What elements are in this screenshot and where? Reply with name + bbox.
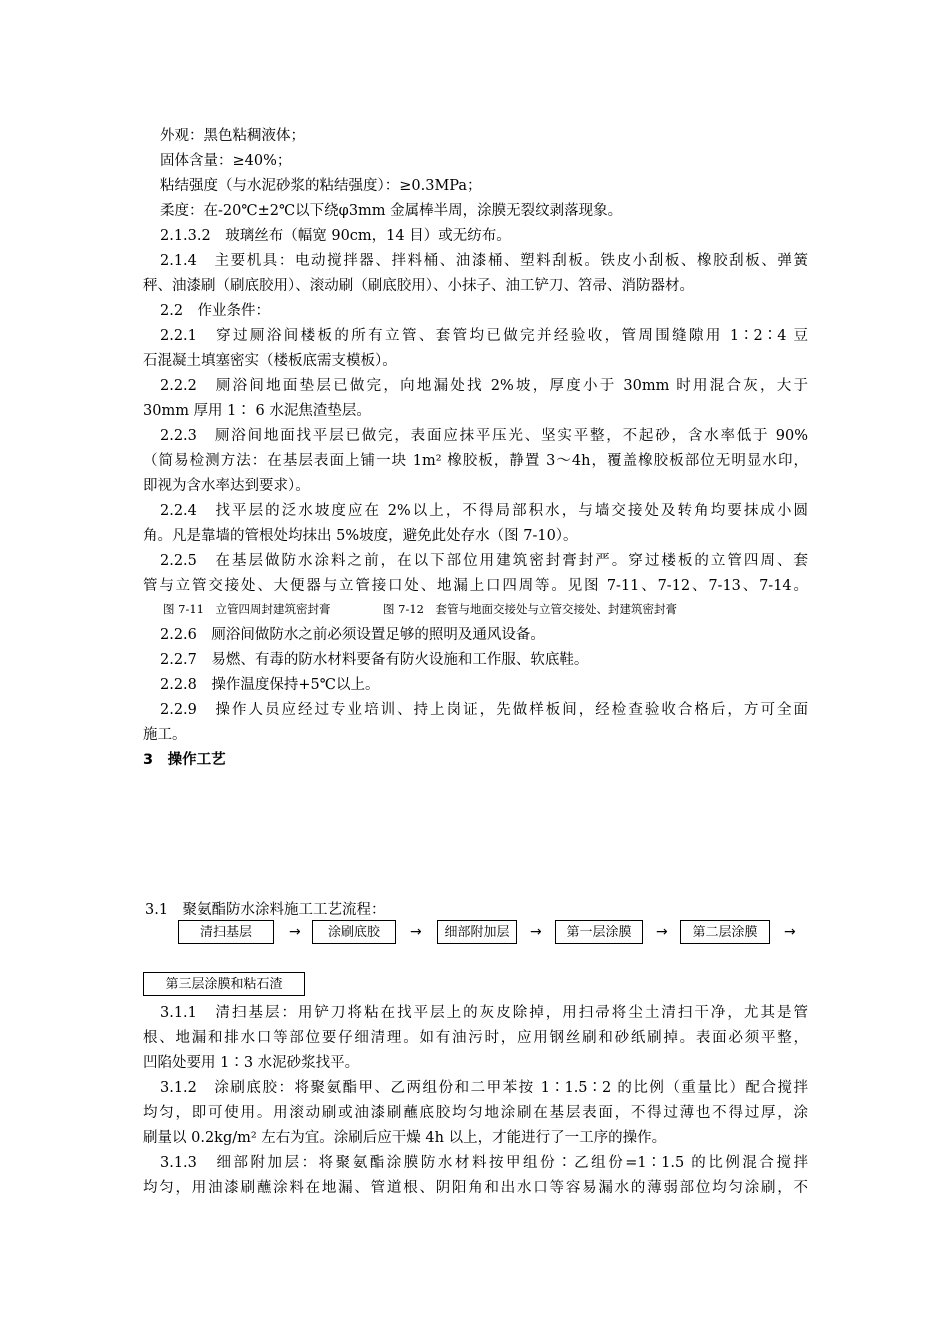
text-line: 固体含量：≥40%；: [160, 153, 292, 169]
text-line: 角。凡是靠墙的管根处均抹出 5%坡度，避免此处存水（图 7-10）。: [143, 528, 578, 544]
text-line: 3.1.1 清扫基层：用铲刀将粘在找平层上的灰皮除掉，用扫帚将尘土清扫干净，尤其是管: [160, 1005, 808, 1021]
text-line: 柔度：在-20℃±2℃以下绕φ3mm 金属棒半周，涂膜无裂纹剥落现象。: [160, 203, 623, 219]
text-line: 3.1.2 涂刷底胶：将聚氨酯甲、乙两组份和二甲苯按 1∶1.5∶2 的比例（重量比）配合搅拌: [160, 1080, 808, 1096]
section-heading: 3 操作工艺: [143, 752, 226, 768]
flow-step-first-coat: 第一层涂膜: [555, 920, 643, 944]
text-line: 2.1.4 主要机具：电动搅拌器、拌料桶、油漆桶、塑料刮板。铁皮小刮板、橡胶刮板、弹簧: [160, 253, 808, 269]
text-line: 即视为含水率达到要求）。: [143, 478, 310, 494]
text-line: 粘结强度（与水泥砂浆的粘结强度）：≥0.3MPa；: [160, 178, 482, 194]
text-line: 2.2.8 操作温度保持+5℃以上。: [160, 677, 380, 693]
arrow-icon: →: [410, 924, 422, 940]
text-line: 石混凝土填塞密实（楼板底需支模板）。: [143, 353, 397, 369]
flow-step-detail-layer: 细部附加层: [437, 920, 517, 944]
text-line: 2.2.5 在基层做防水涂料之前，在以下部位用建筑密封膏封严。穿过楼板的立管四周、套: [160, 553, 808, 569]
figure-caption-7-12: 图 7-12 套管与地面交接处与立管交接处、封建筑密封膏: [383, 602, 677, 616]
flow-step-third-coat: 第三层涂膜和粘石渣: [143, 972, 305, 996]
text-line: 外观：黑色粘稠液体；: [160, 128, 305, 144]
text-line: 凹陷处要用 1∶3 水泥砂浆找平。: [143, 1055, 360, 1071]
text-line: 刷量以 0.2kg/m² 左右为宜。涂刷后应干燥 4h 以上，才能进行了一工序的操作。: [143, 1130, 667, 1146]
text-line: 2.2 作业条件：: [160, 303, 271, 319]
text-line: 均匀，即可使用。用滚动刷或油漆刷蘸底胶均匀地涂刷在基层表面，不得过薄也不得过厚，涂: [143, 1105, 808, 1121]
flow-step-clean-base: 清扫基层: [178, 920, 274, 944]
text-line: 3.1.3 细部附加层：将聚氨酯涂膜防水材料按甲组份∶乙组份=1∶1.5 的比例混合搅拌: [160, 1155, 808, 1171]
text-line: 2.1.3.2 玻璃丝布（幅宽 90cm，14 目）或无纺布。: [160, 228, 511, 244]
text-line: 2.2.9 操作人员应经过专业培训、持上岗证，先做样板间，经检查验收合格后，方可全面: [160, 702, 808, 718]
text-line: 30mm 厚用 1∶ 6 水泥焦渣垫层。: [143, 403, 371, 419]
arrow-icon: →: [289, 924, 301, 940]
arrow-icon: →: [530, 924, 542, 940]
flow-step-second-coat: 第二层涂膜: [680, 920, 770, 944]
text-line: 根、地漏和排水口等部位要仔细清理。如有油污时，应用钢丝刷和砂纸刷掉。表面必须平整，: [143, 1030, 808, 1046]
text-line: 2.2.6 厕浴间做防水之前必须设置足够的照明及通风设备。: [160, 627, 545, 643]
text-line: 2.2.2 厕浴间地面垫层已做完，向地漏处找 2%坡，厚度小于 30mm 时用混合灰，大于: [160, 378, 808, 394]
text-line: 施工。: [143, 727, 187, 743]
text-line: 2.2.1 穿过厕浴间楼板的所有立管、套管均已做完并经验收，管周围缝隙用 1∶2∶4 豆: [160, 328, 808, 344]
arrow-icon: →: [656, 924, 668, 940]
text-line: 2.2.3 厕浴间地面找平层已做完，表面应抹平压光、坚实平整，不起砂，含水率低于 90%: [160, 428, 808, 444]
flow-step-primer: 涂刷底胶: [312, 920, 396, 944]
figure-caption-7-11: 图 7-11 立管四周封建筑密封膏: [163, 602, 331, 616]
text-line: 2.2.4 找平层的泛水坡度应在 2%以上，不得局部积水，与墙交接处及转角均要抹成小圆: [160, 503, 808, 519]
text-line: 秤、油漆刷（刷底胶用）、滚动刷（刷底胶用）、小抹子、油工铲刀、笤帚、消防器材。: [143, 278, 694, 294]
text-line: 均匀，用油漆刷蘸涂料在地漏、管道根、阴阳角和出水口等容易漏水的薄弱部位均匀涂刷，不: [143, 1180, 808, 1196]
flow-title: 3.1 聚氨酯防水涂料施工工艺流程：: [145, 902, 386, 918]
arrow-icon: →: [784, 924, 796, 940]
text-line: 2.2.7 易燃、有毒的防水材料要备有防火设施和工作服、软底鞋。: [160, 652, 589, 668]
text-line: （简易检测方法：在基层表面上铺一块 1m² 橡胶板，静置 3～4h，覆盖橡胶板部位无明显水印，: [143, 453, 808, 469]
text-line: 管与立管交接处、大便器与立管接口处、地漏上口四周等。见图 7-11、7-12、7-13、7-14。: [143, 578, 808, 594]
